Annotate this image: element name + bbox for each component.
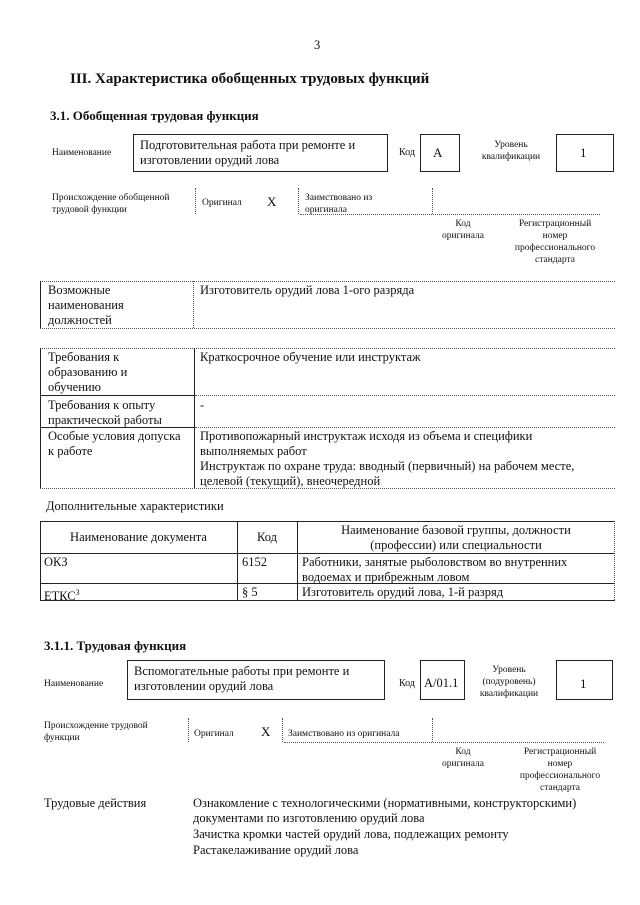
gtf-heading: 3.1. Обобщенная трудовая функция bbox=[50, 108, 259, 123]
gtf-code-value: А bbox=[433, 145, 443, 160]
tf-origin-label: Происхождение трудовой функции bbox=[44, 721, 148, 743]
gtf-original-label: Оригинал bbox=[202, 198, 242, 208]
req-conditions-value: Противопожарный инструктаж исходя из объема и специфики выполняемых работ Инструктаж по охране труда: вводный (первичный) на рабочем месте, целевой (текущий), внеочередной bbox=[200, 429, 575, 488]
page-number: 3 bbox=[314, 38, 321, 52]
additional-header-doc: Наименование документа bbox=[70, 530, 207, 544]
tf-borrowed-label: Заимствовано из оригинала bbox=[288, 729, 400, 739]
additional-header-code: Код bbox=[257, 530, 277, 544]
tf-code-label: Код bbox=[399, 678, 415, 689]
gtf-name-value: Подготовительная работа при ремонте и изготовлении орудий лова bbox=[140, 138, 356, 167]
tf-reg-number-label: Регистрационный номер профессионального стандарта bbox=[519, 747, 601, 793]
table-row-okz-name: Работники, занятые рыболовством во внутренних водоемах и прибрежным ловом bbox=[302, 555, 568, 584]
table-row-okz-code: 6152 bbox=[242, 555, 267, 569]
table-row-etks-doc bbox=[44, 585, 80, 604]
tf-code-value: А/01.1 bbox=[424, 676, 459, 690]
req-education-label: Требования к образованию и обучению bbox=[48, 350, 128, 394]
table-row-etks-code: § 5 bbox=[242, 585, 258, 599]
tf-level-label: Уровень (подуровень) квалификации bbox=[479, 665, 539, 699]
actions-label: Трудовые действия bbox=[44, 796, 147, 810]
req-education-value: Краткосрочное обучение или инструктаж bbox=[200, 350, 421, 364]
positions-value: Изготовитель орудий лова 1-ого разряда bbox=[200, 283, 415, 297]
section-title: III. Характеристика обобщенных трудовых функций bbox=[70, 71, 430, 87]
additional-title: Дополнительные характеристики bbox=[46, 499, 224, 513]
table-row-etks-name: Изготовитель орудий лова, 1-й разряд bbox=[302, 585, 504, 599]
req-conditions-label: Особые условия допуска к работе bbox=[48, 429, 181, 458]
tf-name-label: Наименование bbox=[44, 679, 104, 689]
gtf-level-label: Уровень квалификации bbox=[481, 140, 541, 162]
tf-name-value: Вспомогательные работы при ремонте и изготовлении орудий лова bbox=[134, 664, 350, 693]
gtf-code-label: Код bbox=[399, 147, 415, 158]
req-experience-label: Требования к опыту практической работы bbox=[48, 398, 162, 427]
tf-original-mark: X bbox=[261, 724, 271, 739]
tf-origin-code-label: Код оригинала bbox=[442, 747, 484, 769]
actions-item-1: Ознакомление с технологическими (нормативными, конструкторскими) документами по изготовлению орудий лова bbox=[193, 796, 577, 825]
tf-original-label: Оригинал bbox=[194, 729, 234, 739]
tf-level-value: 1 bbox=[580, 676, 587, 691]
gtf-borrowed-label: Заимствовано из оригинала bbox=[305, 193, 373, 215]
gtf-original-mark: X bbox=[267, 194, 277, 209]
gtf-origin-code-label: Код оригинала bbox=[442, 219, 484, 241]
etks-label: ЕТКС bbox=[44, 589, 76, 604]
gtf-level-value: 1 bbox=[580, 145, 587, 160]
actions-item-3: Растакелаживание орудий лова bbox=[193, 843, 359, 857]
tf-heading: 3.1.1. Трудовая функция bbox=[44, 638, 187, 653]
gtf-reg-number-label: Регистрационный номер профессионального стандарта bbox=[514, 219, 596, 265]
req-experience-value: - bbox=[200, 398, 205, 412]
gtf-origin-label: Происхождение обобщенной трудовой функции bbox=[52, 193, 170, 215]
table-row-okz-doc: ОКЗ bbox=[44, 555, 68, 569]
actions-item-2: Зачистка кромки частей орудий лова, подлежащих ремонту bbox=[193, 827, 509, 841]
gtf-name-label: Наименование bbox=[52, 148, 112, 158]
additional-header-name: Наименование базовой группы, должности (профессии) или специальности bbox=[341, 523, 571, 552]
positions-label: Возможные наименования должностей bbox=[48, 283, 124, 327]
etks-footnote: 3 bbox=[75, 588, 80, 597]
